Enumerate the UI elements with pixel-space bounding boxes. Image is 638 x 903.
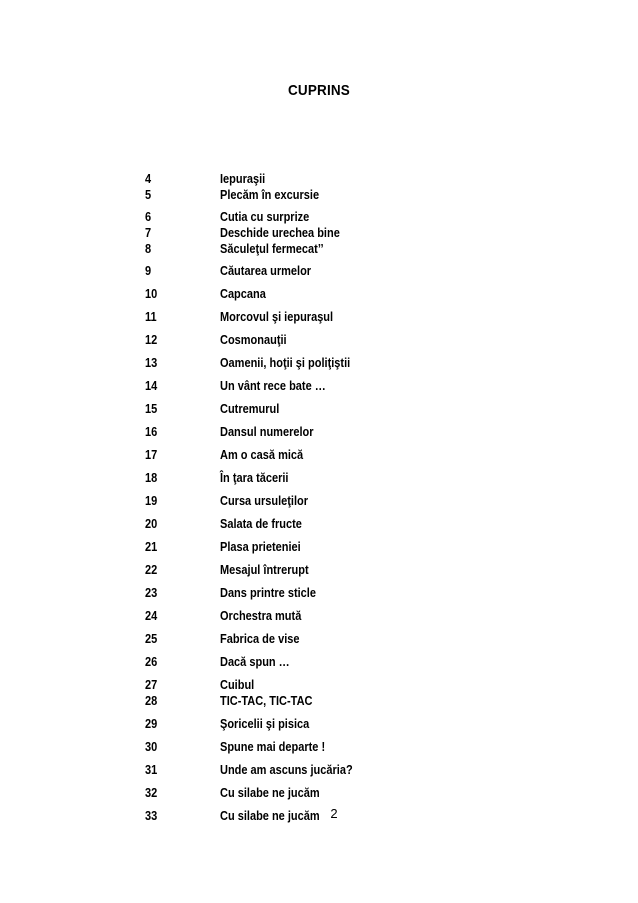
toc-entry-title: Plecăm în excursie	[220, 188, 320, 202]
toc-entry	[0, 762, 638, 778]
toc-entry	[0, 187, 638, 203]
toc-entry	[0, 225, 638, 241]
toc-entry	[0, 309, 638, 325]
toc-entry	[0, 693, 638, 709]
toc-entry-page: 14	[145, 379, 158, 393]
toc-entry	[0, 562, 638, 578]
toc-entry	[0, 424, 638, 440]
toc-entry-page: 11	[145, 310, 157, 324]
toc-entry-page: 13	[145, 356, 158, 370]
toc-entry	[0, 286, 638, 302]
toc-entry-title: Spune mai departe !	[220, 740, 326, 754]
toc-entry-title: Dacă spun …	[220, 655, 290, 669]
toc-entry-page: 7	[145, 226, 152, 240]
toc-entry	[0, 355, 638, 371]
toc-entry-title: Căutarea urmelor	[220, 264, 312, 278]
toc-entry-title: Cu silabe ne jucăm	[220, 809, 320, 823]
toc-entry-title: Iepuraşii	[220, 172, 266, 186]
toc-entry-title: Săculeţul fermecat’’	[220, 242, 324, 256]
toc-entry-page: 22	[145, 563, 158, 577]
toc-entry	[0, 539, 638, 555]
toc-entry-page: 12	[145, 333, 158, 347]
toc-entry-title: Şoricelii şi pisica	[220, 717, 310, 731]
toc-entry-title: Cursa ursuleţilor	[220, 494, 309, 508]
toc-entry	[0, 378, 638, 394]
toc-entry-title: Salata de fructe	[220, 517, 302, 531]
toc-entry-title: Mesajul întrerupt	[220, 563, 309, 577]
toc-entry-title: Dans printre sticle	[220, 586, 316, 600]
toc-entry-title: În ţara tăcerii	[220, 471, 289, 485]
toc-entry-title: Dansul numerelor	[220, 425, 314, 439]
page-number: 2	[330, 806, 338, 821]
toc-entry-page: 4	[145, 172, 152, 186]
toc-entry-title: TIC-TAC, TIC-TAC	[220, 694, 313, 708]
toc-entry-title: Orchestra mută	[220, 609, 302, 623]
toc-entry-title: Am o casă mică	[220, 448, 304, 462]
toc-entry-title: Capcana	[220, 287, 266, 301]
toc-entry-page: 15	[145, 402, 158, 416]
toc-entry-page: 27	[145, 678, 158, 692]
toc-entry-page: 33	[145, 809, 158, 823]
toc-entry-title: Unde am ascuns jucăria?	[220, 763, 353, 777]
toc-entry-title: Un vânt rece bate …	[220, 379, 326, 393]
toc-entry-page: 5	[145, 188, 152, 202]
toc-entry	[0, 516, 638, 532]
toc-entry-title: Oamenii, hoţii şi poliţiştii	[220, 356, 351, 370]
toc-entry-title: Plasa prieteniei	[220, 540, 301, 554]
toc-entry-page: 28	[145, 694, 158, 708]
toc-entry-page: 10	[145, 287, 158, 301]
toc-entry-page: 30	[145, 740, 158, 754]
toc-entry-title: Fabrica de vise	[220, 632, 300, 646]
toc-entry-page: 18	[145, 471, 158, 485]
toc-entry	[0, 677, 638, 693]
toc-entry-page: 26	[145, 655, 158, 669]
toc-entry	[0, 209, 638, 225]
toc-entry-page: 24	[145, 609, 158, 623]
toc-entry-page: 21	[145, 540, 158, 554]
toc-entry-page: 9	[145, 264, 152, 278]
toc-entry-page: 32	[145, 786, 158, 800]
toc-entry	[0, 785, 638, 801]
toc-entry-page: 19	[145, 494, 158, 508]
toc-entry	[0, 493, 638, 509]
toc-entry-title: Morcovul şi iepuraşul	[220, 310, 334, 324]
toc-entry-title: Deschide urechea bine	[220, 226, 340, 240]
toc-entry-page: 23	[145, 586, 158, 600]
toc-title: CUPRINS	[287, 82, 351, 99]
toc-entry-title: Cuibul	[220, 678, 255, 692]
toc-entry-title: Cutia cu surprize	[220, 210, 310, 224]
toc-entry	[0, 654, 638, 670]
toc-entry-page: 25	[145, 632, 158, 646]
toc-entry-page: 31	[145, 763, 158, 777]
toc-entry-page: 16	[145, 425, 158, 439]
toc-entry-page: 17	[145, 448, 158, 462]
toc-entry	[0, 447, 638, 463]
toc-entry	[0, 585, 638, 601]
toc-entry	[0, 608, 638, 624]
toc-entry-page: 6	[145, 210, 152, 224]
toc-entry	[0, 739, 638, 755]
toc-entry	[0, 241, 638, 257]
toc-entry	[0, 171, 638, 187]
toc-entry	[0, 631, 638, 647]
toc-entry	[0, 332, 638, 348]
toc-entry	[0, 263, 638, 279]
toc-entry	[0, 716, 638, 732]
toc-entry	[0, 470, 638, 486]
toc-entry-title: Cu silabe ne jucăm	[220, 786, 320, 800]
toc-entry-title: Cutremurul	[220, 402, 280, 416]
toc-entry-page: 8	[145, 242, 152, 256]
toc-entry-title: Cosmonauţii	[220, 333, 287, 347]
toc-entry-page: 20	[145, 517, 158, 531]
toc-entry	[0, 401, 638, 417]
toc-entry-page: 29	[145, 717, 158, 731]
